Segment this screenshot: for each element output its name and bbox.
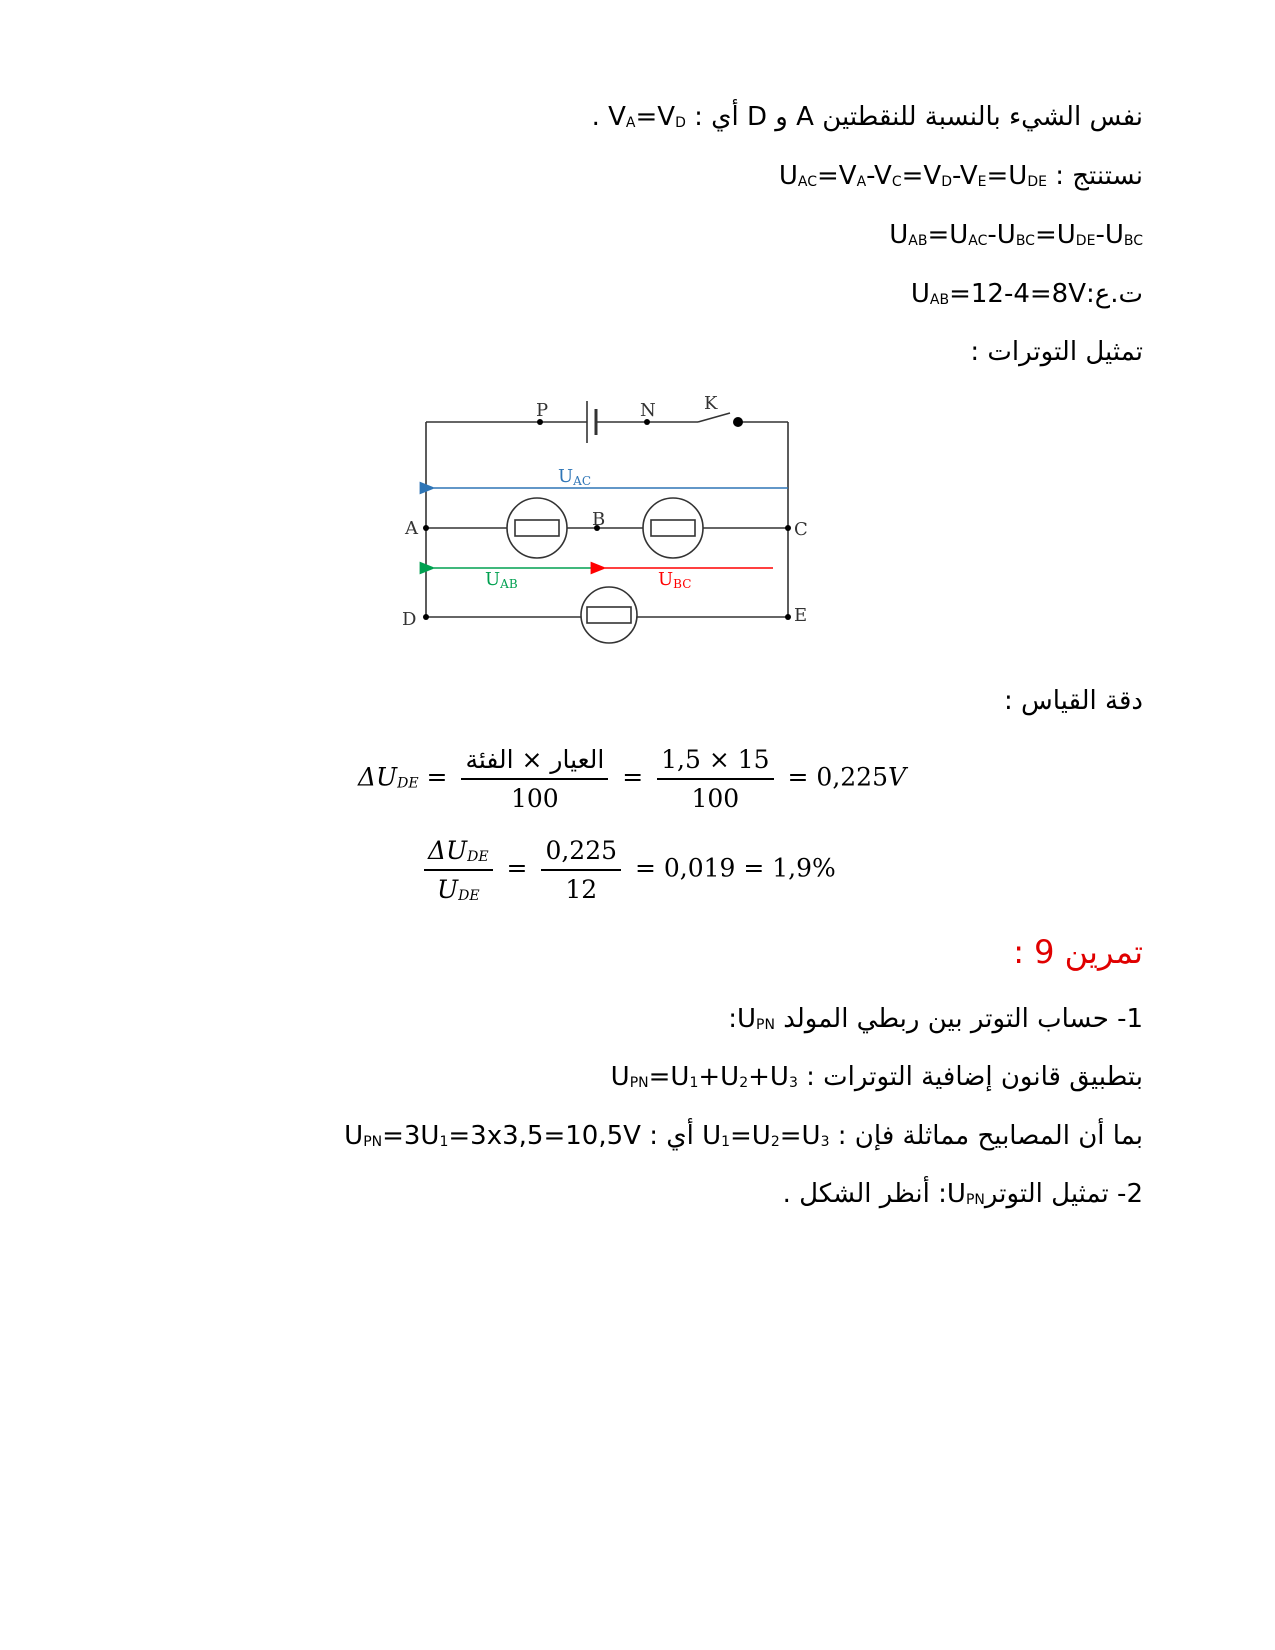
label-a: A [405, 518, 418, 539]
node-d [423, 614, 429, 620]
switch-k [698, 413, 730, 422]
label-c: C [794, 519, 808, 540]
label-e: E [794, 605, 808, 626]
lamp-bc [643, 498, 703, 558]
voltage-addition-law: بتطبيق قانون إضافية التوترات : $U_{PN}=U_1+U_2+U_3$ [610, 1062, 1143, 1092]
line-numeric-application: $ت.ع:U_{AB}=12-4=8V$ [910, 279, 1143, 309]
label-uab: UAB [485, 569, 518, 591]
fraction-numeric: $\frac{1,5 \times 15}{100}$ [657, 745, 773, 813]
label-ubc: UBC [658, 569, 692, 591]
fraction-relative-numeric: $\frac{0,225}{12}$ [541, 836, 621, 904]
label-n: N [640, 400, 656, 421]
lamp-de [581, 587, 637, 643]
fraction-caliber-class: $\frac{\text{العيار × الفئة}}{100}$ [461, 745, 608, 813]
label-k: K [704, 393, 718, 414]
line-deduce: نستنتج : $U_{AC}=V_A-V_C=V_D-V_E=U_{DE}$ [778, 161, 1143, 191]
circuit-diagram [390, 385, 830, 655]
label-uac: UAC [558, 466, 592, 488]
uac-equation: $U_{AC}=V_A-V_C=V_D-V_E=U_{DE}$ [778, 161, 1047, 191]
node-e [785, 614, 791, 620]
tension-representation-label: تمثيل التوترات : [970, 337, 1143, 367]
exercise-9-title: تمرين 9 : [1013, 933, 1143, 971]
lamp-ab [507, 498, 567, 558]
label-b: B [592, 509, 606, 530]
label-p: P [536, 400, 549, 421]
node-c [785, 525, 791, 531]
uab-equation: $U_{AB}=U_{AC}-U_{BC}=U_{DE}-U_{BC}$ [889, 220, 1143, 250]
identical-lamps-line: بما أن المصابيح مماثلة فإن : $U_1=U_2=U_3$ أي : $U_{PN}=3U_1=3x3,5=10,5V$ [344, 1121, 1143, 1151]
question-1: 1- حساب التوتر بين ربطي المولد $U_{PN}$: [728, 1004, 1143, 1034]
switch-contact [733, 417, 743, 427]
fraction-relative: $\frac{\Delta U_{DE}}{U_{DE}}$ [424, 836, 493, 904]
line-same-points: نفس الشيء بالنسبة للنقطتين A و D أي : $V_A=V_D$ . [591, 102, 1143, 132]
node-a [423, 525, 429, 531]
label-d: D [402, 609, 417, 630]
va-equals-vd: $V_A=V_D$ [608, 102, 686, 132]
question-2: 2- تمثيل التوترU$_{PN}$: أنظر الشكل . [782, 1179, 1143, 1209]
relative-uncertainty-formula: $\frac{\Delta U_{DE}}{U_{DE}}$ = $\frac{0,225}{12}$ = 0,019 = 1,9% [418, 836, 836, 904]
precision-title: دقة القياس : [1003, 686, 1143, 716]
delta-u-formula: $\Delta U_{DE}$ = $\frac{\text{العيار × الفئة}}{100}$ = $\frac{1,5 \times 15}{100}$ = 0,225V [358, 745, 907, 813]
